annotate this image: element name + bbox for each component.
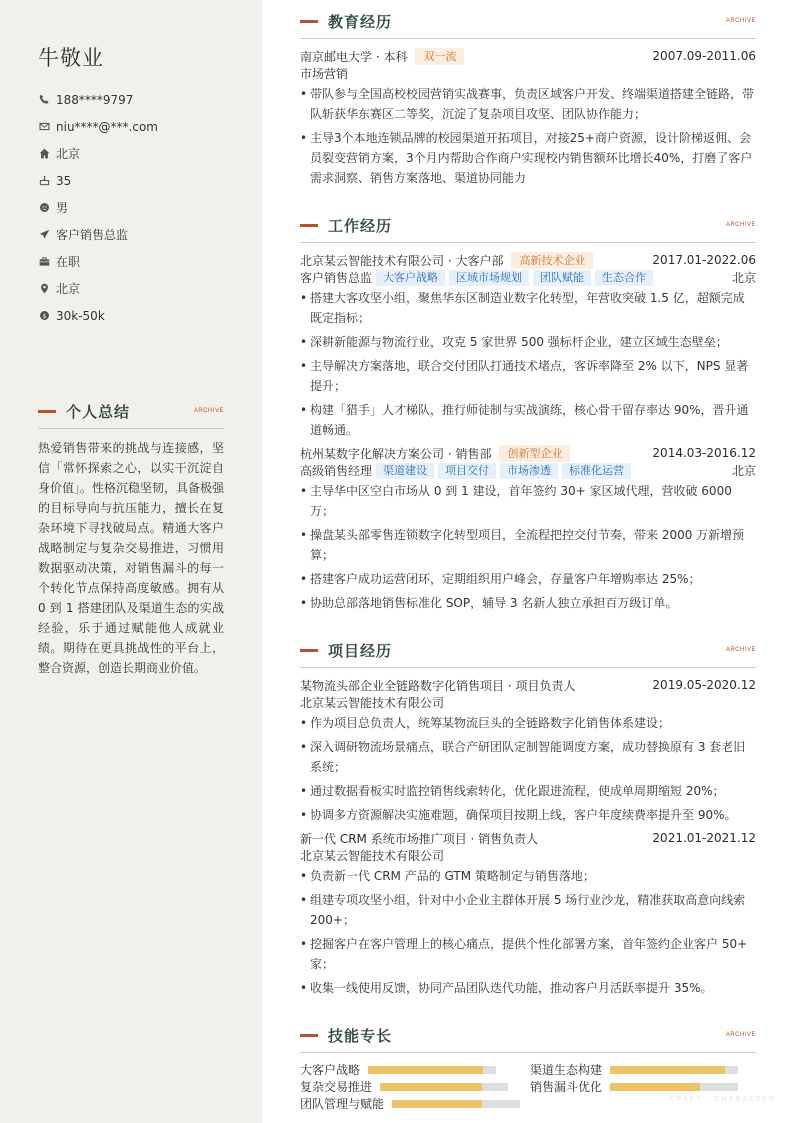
- summary-section: [38, 400, 224, 678]
- project-list: [300, 676, 756, 998]
- section-divider: [300, 1052, 756, 1053]
- section-accent-bar: [300, 20, 318, 23]
- bullet-item: • 搭建客户成功运营闭环，定期组织用户峰会，存量客户年增购率达 25%；: [300, 569, 756, 589]
- bullet-item: • 挖掘客户在客户管理上的核心痛点，提供个性化部署方案，首年签约企业客户 50+ 家；: [300, 934, 756, 974]
- company-name: 北京某云智能技术有限公司 · 大客户部: [300, 253, 504, 268]
- contact-text: 30k-50k: [56, 308, 105, 323]
- job-header: [300, 444, 756, 462]
- section-title: 项目经历: [328, 641, 393, 660]
- contact-item: [38, 167, 248, 194]
- section-title: 技能专长: [328, 1026, 393, 1045]
- work-section: [300, 214, 756, 613]
- skill-tag: 大客户战略: [376, 270, 445, 286]
- section-divider: [300, 667, 756, 668]
- gender-icon: [38, 202, 50, 214]
- skill-level-fill: [610, 1066, 725, 1074]
- contact-item: [38, 275, 248, 302]
- skill-item: [530, 1078, 756, 1095]
- skill-level-bar: [392, 1100, 520, 1108]
- project-bullets: [300, 713, 756, 825]
- section-accent-bar: [300, 649, 318, 652]
- contact-text: 35: [56, 173, 72, 188]
- contact-item: [38, 221, 248, 248]
- section-accent-bar: [300, 1034, 318, 1037]
- company-name: 杭州某数字化解决方案公司 · 销售部: [300, 446, 492, 461]
- contact-item: [38, 86, 248, 113]
- skill-tag: 标准化运营: [562, 463, 631, 479]
- section-accent-bar: [38, 410, 56, 413]
- contact-item: [38, 140, 248, 167]
- work-list: [300, 251, 756, 613]
- contact-item: [38, 194, 248, 221]
- section-header: [300, 10, 756, 32]
- project-company: 北京某云智能技术有限公司: [300, 849, 445, 863]
- contact-text: niu****@***.com: [56, 119, 158, 134]
- cake-icon: [38, 175, 50, 187]
- bullet-item: • 带队参与全国高校校园营销实战赛事，负责区域客户开发、终端渠道搭建全链路，带队斩获华东赛区二等奖，沉淀了复杂项目攻坚、团队协作能力；: [300, 84, 756, 124]
- job-date: 2014.03-2016.12: [652, 446, 756, 460]
- project-company-row: [300, 694, 756, 711]
- briefcase-icon: [38, 256, 50, 268]
- skill-level-bar: [610, 1083, 738, 1091]
- candidate-name: 牛敬业: [38, 46, 104, 70]
- section-title: 教育经历: [328, 12, 393, 31]
- bullet-item: • 通过数据看板实时监控销售线索转化，优化跟进流程，使成单周期缩短 20%；: [300, 781, 756, 801]
- skill-item: [300, 1061, 530, 1078]
- company-badge: 高新技术企业: [511, 252, 593, 269]
- contact-text: 北京: [56, 147, 81, 161]
- bullet-item: • 主导3个本地连锁品牌的校园渠道开拓项目，对接25+商户资源，设计阶梯返佣、会员裂变营销方案，3个月内帮助合作商户实现校内销售额环比增长40%，打磨了客户需求洞察、销售方案落地、渠道协同能力: [300, 128, 756, 188]
- project-header: [300, 829, 756, 847]
- section-divider: [300, 38, 756, 39]
- role-row: [300, 269, 756, 286]
- skill-level-fill: [380, 1083, 482, 1091]
- education-date: 2007.09-2011.06: [652, 49, 756, 63]
- section-accent-bar: [300, 224, 318, 227]
- job-role: 高级销售经理: [300, 464, 373, 478]
- project-bullets: [300, 866, 756, 998]
- skill-name: 大客户战略: [300, 1063, 361, 1077]
- contact-item: [38, 302, 248, 329]
- section-divider: [38, 428, 224, 429]
- project-header: [300, 676, 756, 694]
- skill-name: 销售漏斗优化: [530, 1080, 603, 1094]
- skill-name: 团队管理与赋能: [300, 1097, 385, 1111]
- project-company-row: [300, 847, 756, 864]
- bullet-item: • 作为项目总负责人，统筹某物流巨头的全链路数字化销售体系建设；: [300, 713, 756, 733]
- project-company: 北京某云智能技术有限公司: [300, 696, 445, 710]
- summary-text: 热爱销售带来的挑战与连接感，坚信「常怀探索之心，以实干沉淀自身价值」。性格沉稳坚韧，具备极强的目标导向与抗压能力，擅长在复杂环境下寻找破局点。精通大客户战略制定与复杂交易推进，习惯用数据驱动决策，对销售漏斗的每一个转化节点保持高度敏感。拥有从 0 到 1 搭建团队及渠道生态的实战经验，乐于通过赋能他人成就业绩。期待在更具挑战性的平台上，整合资源，创造长期商业价值。: [38, 441, 225, 675]
- skill-level-bar: [380, 1083, 508, 1091]
- phone-icon: [38, 94, 50, 106]
- home-icon: [38, 148, 50, 160]
- section-divider: [300, 242, 756, 243]
- skill-name: 渠道生态构建: [530, 1063, 603, 1077]
- project-date: 2021.01-2021.12: [652, 831, 756, 845]
- skill-item: [300, 1078, 530, 1095]
- contact-text: 北京: [56, 282, 81, 296]
- skill-level-fill: [368, 1066, 483, 1074]
- section-tag: ARCHIVE: [193, 408, 224, 414]
- bullet-item: • 协调多方资源解决实施难题，确保项目按期上线，客户年度续费率提升至 90%。: [300, 805, 756, 825]
- job-location: 北京: [731, 464, 756, 478]
- skill-level-bar: [368, 1066, 496, 1074]
- section-title: 个人总结: [66, 402, 131, 421]
- footer-watermark: CRAFT · CHARACTER: [669, 1096, 776, 1103]
- contact-item: [38, 248, 248, 275]
- contact-text: 客户销售总监: [56, 228, 129, 242]
- bullet-item: • 协助总部落地销售标准化 SOP，辅导 3 名新人独立承担百万级订单。: [300, 593, 756, 613]
- skill-item: [300, 1095, 530, 1112]
- location-icon: [38, 283, 50, 295]
- job-bullets: [300, 288, 756, 440]
- skill-level-bar: [610, 1066, 738, 1074]
- section-tag: ARCHIVE: [725, 18, 756, 24]
- send-icon: [38, 229, 50, 241]
- section-tag: ARCHIVE: [725, 647, 756, 653]
- contact-item: [38, 113, 248, 140]
- job-entry: [300, 444, 756, 613]
- education-bullets: [300, 84, 756, 188]
- bullet-item: • 搭建大客攻坚小组，聚焦华东区制造业数字化转型，年营收突破 1.5 亿，超额完成既定指标；: [300, 288, 756, 328]
- projects-section: [300, 639, 756, 998]
- section-tag: ARCHIVE: [725, 1032, 756, 1038]
- skill-tag: 区域市场规划: [449, 270, 529, 286]
- skill-list: [300, 1061, 756, 1112]
- role-row: [300, 462, 756, 479]
- bullet-item: • 构建「猎手」人才梯队，推行师徒制与实战演练，核心骨干留存率达 90%，晋升通道畅通。: [300, 400, 756, 440]
- education-section: [300, 10, 756, 188]
- contact-text: 男: [56, 201, 69, 215]
- major: 市场营销: [300, 67, 349, 81]
- job-location: 北京: [731, 271, 756, 285]
- contact-list: [38, 86, 248, 329]
- skill-tag: 团队赋能: [533, 270, 591, 286]
- job-bullets: [300, 481, 756, 613]
- education-header: [300, 47, 756, 65]
- bullet-item: • 负责新一代 CRM 产品的 GTM 策略制定与销售落地；: [300, 866, 756, 886]
- bullet-item: • 主导解决方案落地，联合交付团队打通技术堵点，客诉率降至 2% 以下，NPS 显著提升；: [300, 356, 756, 396]
- skill-tag: 生态合作: [595, 270, 653, 286]
- school-name: 南京邮电大学 · 本科: [300, 49, 408, 64]
- main-content: [300, 10, 756, 1112]
- skill-level-fill: [392, 1100, 482, 1108]
- job-entry: [300, 251, 756, 440]
- contact-text: 188****9797: [56, 92, 134, 107]
- salary-icon: [38, 310, 50, 322]
- section-header: [300, 639, 756, 661]
- skill-name: 复杂交易推进: [300, 1080, 373, 1094]
- bullet-item: • 收集一线使用反馈，协同产品团队迭代功能，推动客户月活跃率提升 35%。: [300, 978, 756, 998]
- bullet-item: • 深耕新能源与物流行业，攻克 5 家世界 500 强标杆企业，建立区域生态壁垒；: [300, 332, 756, 352]
- job-role: 客户销售总监: [300, 271, 373, 285]
- project-entry: [300, 676, 756, 825]
- project-date: 2019.05-2020.12: [652, 678, 756, 692]
- job-header: [300, 251, 756, 269]
- company-badge: 创新型企业: [499, 445, 570, 462]
- section-header: [300, 1024, 756, 1046]
- project-name: 新一代 CRM 系统市场推广项目 · 销售负责人: [300, 831, 539, 846]
- bullet-item: • 深入调研物流场景痛点，联合产研团队定制智能调度方案，成功替换原有 3 套老旧系统；: [300, 737, 756, 777]
- contact-text: 在职: [56, 255, 81, 269]
- skill-tag: 渠道建设: [376, 463, 434, 479]
- job-date: 2017.01-2022.06: [652, 253, 756, 267]
- major-row: [300, 65, 756, 82]
- skill-tag: 市场渗透: [500, 463, 558, 479]
- bullet-item: • 操盘某头部零售连锁数字化转型项目，全流程把控交付节奏，带来 2000 万新增预算；: [300, 525, 756, 565]
- email-icon: [38, 121, 50, 133]
- section-tag: ARCHIVE: [725, 222, 756, 228]
- section-title: 工作经历: [328, 216, 393, 235]
- skill-item: [530, 1061, 756, 1078]
- bullet-item: • 主导华中区空白市场从 0 到 1 建设，首年签约 30+ 家区域代理，营收破 6000 万；: [300, 481, 756, 521]
- school-badge: 双一流: [415, 48, 464, 65]
- section-header: [38, 400, 224, 422]
- skill-level-fill: [610, 1083, 700, 1091]
- sidebar: [0, 0, 262, 1123]
- project-name: 某物流头部企业全链路数字化销售项目 · 项目负责人: [300, 678, 576, 693]
- skill-tag: 项目交付: [438, 463, 496, 479]
- project-entry: [300, 829, 756, 998]
- section-header: [300, 214, 756, 236]
- svg-text:$: $: [42, 312, 46, 320]
- bullet-item: • 组建专项攻坚小组，针对中小企业主群体开展 5 场行业沙龙，精准获取高意向线索 200+；: [300, 890, 756, 930]
